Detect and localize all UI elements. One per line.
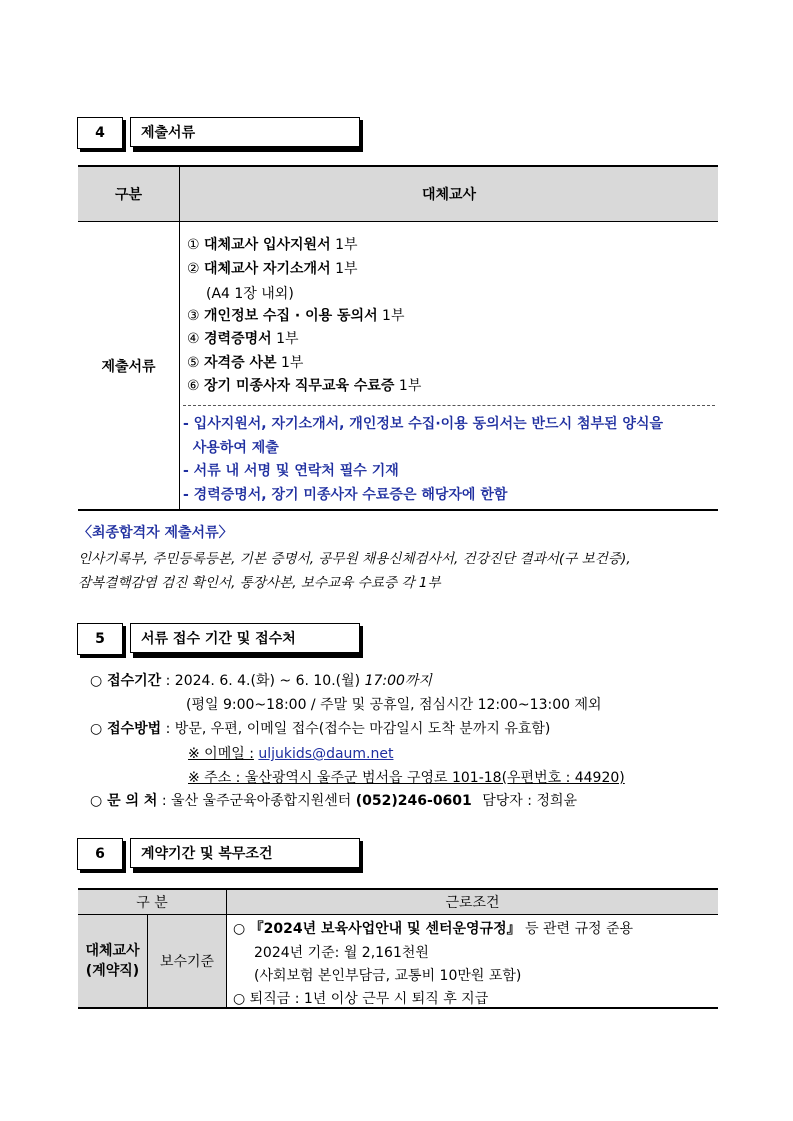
doc-item-2: ② 대체교사 자기소개서 1부 — [187, 261, 358, 277]
conditions-head-terms: 근로조건 — [445, 895, 500, 911]
method-row: ○ 접수방법 : 방문, 우편, 이메일 접수(접수는 마감일시 도착 분까지 유효함) — [90, 721, 551, 737]
terms-line-4: ○ 퇴직금 : 1년 이상 근무 시 퇴직 후 지급 — [233, 991, 489, 1007]
doc-item-3: ③ 개인정보 수집 · 이용 동의서 1부 — [187, 308, 405, 324]
section4-number: 4 — [77, 117, 123, 149]
note-1-cont: 사용하여 제출 — [183, 440, 279, 456]
conditions-head-category: 구 분 — [136, 895, 168, 911]
email-link[interactable]: uljukids@daum.net — [258, 746, 394, 762]
note-3: - 경력증명서, 장기 미종사자 수료증은 해당자에 한함 — [183, 487, 508, 503]
final-docs-title: 〈최종합격자 제출서류〉 — [78, 525, 233, 541]
terms-line-3: (사회보험 본인부담금, 교통비 10만원 포함) — [254, 968, 522, 984]
note-1: - 입사지원서, 자기소개서, 개인정보 수집·이용 동의서는 반드시 첨부된 양식을 — [183, 416, 663, 432]
row-label-documents: 제출서류 — [101, 358, 156, 375]
doc-item-1: ① 대체교사 입사지원서 1부 — [187, 237, 358, 253]
contact-row: ○ 문 의 처 : 울산 울주군육아종합지원센터 (052)246-0601 담당자 : 정희윤 — [90, 793, 578, 809]
section5-number: 5 — [77, 623, 123, 655]
period-row: ○ 접수기간 : 2024. 6. 4.(화) ~ 6. 10.(월) 17:00까지 — [90, 673, 432, 689]
conditions-row-sub: 보수기준 — [159, 954, 215, 970]
doc-item-6: ⑥ 장기 미종사자 직무교육 수료증 1부 — [187, 378, 422, 394]
section6-title: 계약기간 및 복무조건 — [130, 838, 360, 868]
table-head-substitute: 대체교사 — [421, 187, 477, 203]
address-row: ※ 주소 : 울산광역시 울주군 범서읍 구영로 101-18(우편번호 : 44920) — [188, 770, 625, 786]
final-docs-line-1: 인사기록부, 주민등록등본, 기본 증명서, 공무원 채용신체검사서, 건강진단 결과서(구 보건증), — [78, 551, 631, 567]
period-note: (평일 9:00~18:00 / 주말 및 공휴일, 점심시간 12:00~13:00 제외 — [186, 697, 602, 713]
section6-number: 6 — [77, 838, 123, 870]
terms-line-1: ○ 『2024년 보육사업안내 및 센터운영규정』 등 관련 규정 준용 — [233, 921, 634, 937]
doc-item-5: ⑤ 자격증 사본 1부 — [187, 355, 304, 371]
conditions-row-group: 대체교사 (계약직) — [85, 943, 140, 979]
terms-line-2: 2024년 기준: 월 2,161천원 — [254, 945, 429, 961]
doc-item-4: ④ 경력증명서 1부 — [187, 331, 299, 347]
doc-item-2-note: (A4 1장 내외) — [206, 286, 294, 302]
section4-title: 제출서류 — [130, 117, 360, 147]
email-row: ※ 이메일 : uljukids@daum.net — [188, 746, 394, 762]
note-2: - 서류 내 서명 및 연락처 필수 기재 — [183, 463, 399, 479]
section5-title: 서류 접수 기간 및 접수처 — [130, 623, 360, 653]
final-docs-line-2: 잠복결핵감염 검진 확인서, 통장사본, 보수교육 수료증 각 1부 — [78, 575, 441, 591]
table-head-category: 구분 — [114, 187, 143, 203]
